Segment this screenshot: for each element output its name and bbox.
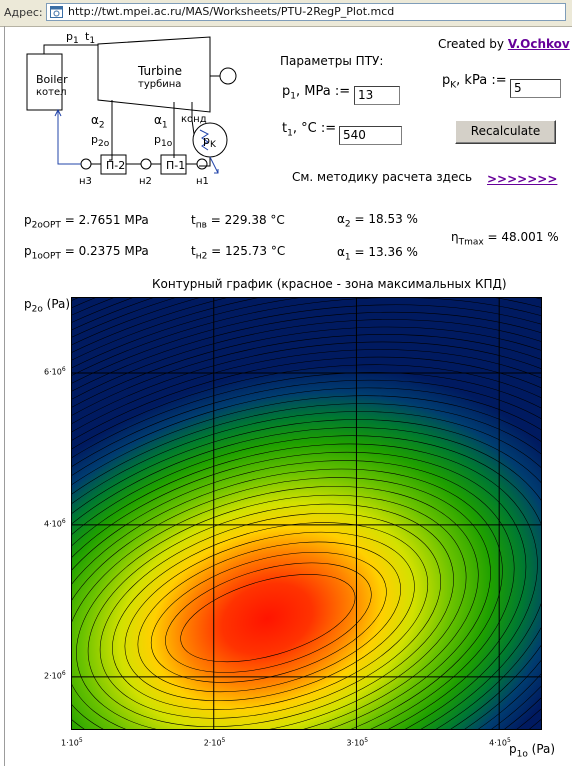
t1-label: $t_1$, °C := (282, 121, 337, 139)
result-alpha1: $\alpha_1 = 13.36$ % (337, 245, 418, 263)
y-tick-label: $2\cdot 10^6$ (44, 669, 66, 681)
alpha1-schematic-label: $\alpha_1$ (154, 113, 168, 131)
plant-schematic (18, 30, 248, 195)
x-tick-label: $3\cdot 10^5$ (346, 737, 369, 748)
p2o-schematic-label: $p_{2o}$ (91, 133, 110, 150)
pump-3-label: н3 (79, 176, 92, 187)
heater-2-label: П-2 (106, 159, 126, 172)
pump-1-label: н1 (196, 176, 209, 187)
cond-label: конд (181, 114, 207, 125)
alpha2-schematic-label: $\alpha_2$ (91, 113, 105, 131)
result-p1o: $p_{1oOPT} = 0.2375$ MPa (24, 244, 149, 262)
pk-schematic-label: $p_K$ (203, 134, 216, 151)
x-tick-label: $2\cdot 10^5$ (203, 737, 226, 748)
address-label: Адрес: (4, 6, 43, 19)
turbine-label-ru: турбина (138, 79, 182, 90)
t1-input[interactable]: 540 (339, 126, 402, 145)
credit-prefix: Created by (438, 37, 505, 51)
result-alpha2: $\alpha_2 = 18.53$ % (337, 212, 418, 230)
boiler-label: Boiler (36, 73, 68, 86)
turbine-label: Turbine (138, 64, 182, 78)
result-tpv: $t_{пв} = 229.38$ °C (191, 213, 285, 231)
pump-2-icon (141, 159, 151, 169)
chart-xlabel: $p_{1o}$ (Pa) (509, 742, 556, 760)
boiler-label-ru: котел (36, 87, 67, 98)
p1-schematic-label: $p_1$ (66, 30, 79, 47)
efficiency-field (71, 297, 542, 730)
author-link[interactable]: V.Ochkov (507, 37, 570, 51)
pump-1-icon (197, 159, 207, 169)
t1-schematic-label: $t_1$ (85, 30, 96, 47)
credit (438, 37, 570, 51)
method-link[interactable]: >>>>>>> (487, 172, 558, 186)
p1-input[interactable]: 13 (354, 86, 400, 105)
result-tn2: $t_{н2} = 125.73$ °C (191, 244, 286, 262)
x-tick-label: $4\cdot 10^5$ (489, 737, 511, 748)
chart-title: Контурный график (красное - зона максимальных КПД) (152, 277, 507, 291)
y-tick-label: $6\cdot 10^6$ (44, 365, 66, 377)
page-icon (50, 6, 63, 18)
contour-plot (71, 297, 542, 730)
url-field[interactable] (46, 3, 566, 21)
pk-label: $p_K$, kPa := (442, 73, 507, 91)
recalculate-button[interactable]: Recalculate (455, 120, 556, 144)
p1-label: $p_1$, MPa := (282, 84, 351, 102)
url-text: http://twt.mpei.ac.ru/MAS/Worksheets/PTU-2RegP_Plot.mcd (68, 5, 395, 18)
method-text: См. методику расчета здесь (292, 170, 473, 184)
p1o-schematic-label: $p_{1o}$ (154, 133, 173, 150)
y-tick-label: $4\cdot 10^6$ (44, 517, 66, 529)
x-tick-label: $1\cdot 10^5$ (61, 737, 83, 748)
result-p2o: $p_{2oOPT} = 2.7651$ MPa (24, 213, 149, 231)
pump-3-icon (81, 159, 91, 169)
generator-icon (220, 68, 236, 84)
pk-input[interactable]: 5 (510, 79, 561, 98)
result-eta: $\eta_{Tmax} = 48.001$ % (451, 230, 559, 248)
chart-ylabel: $p_{2o}$ (Pa) (24, 297, 71, 315)
address-bar (0, 0, 572, 27)
pump-2-label: н2 (139, 176, 152, 187)
heater-1-label: П-1 (166, 159, 186, 172)
params-title: Параметры ПТУ: (280, 54, 384, 68)
